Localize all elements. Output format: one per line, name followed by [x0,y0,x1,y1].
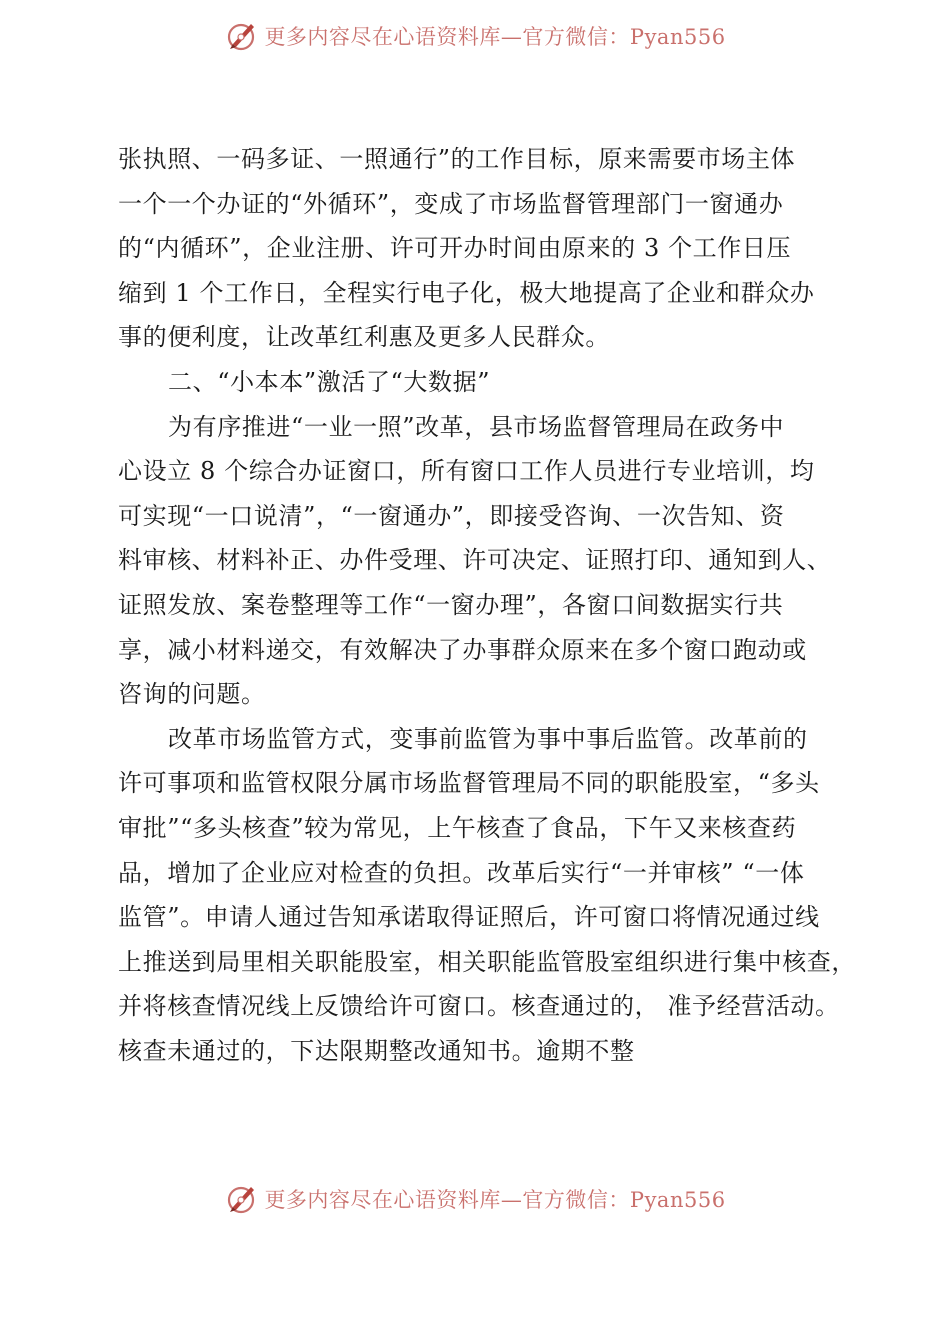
text-line: 并将核查情况线上反馈给许可窗口。核查通过的， 准予经营活动。 [118,992,840,1021]
heading-line: 二、“小本本”激活了“大数据” [168,367,491,396]
text-line: 证照发放、案卷整理等工作“一窗办理”，各窗口间数据实行共 [118,590,784,619]
header-banner [0,16,950,56]
text-line: 的“内循环”，企业注册、许可开办时间由原来的 3 个工作日压 [118,234,792,263]
text-line: 监管”。申请人通过告知承诺取得证照后，许可窗口将情况通过线 [118,903,820,932]
text-line: 许可事项和监管权限分属市场监督管理局不同的职能股室，“多头 [118,769,820,798]
text-line: 咨询的问题。 [118,680,266,709]
text-line: 品，增加了企业应对检查的负担。改革后实行“一并审核” “一体 [118,858,805,887]
paragraph-1 [118,137,838,360]
document-body [118,137,856,1073]
text-line: 为有序推进“一业一照”改革，县市场监督管理局在政务中 [168,412,785,441]
text-line: 事的便利度，让改革红利惠及更多人民群众。 [118,323,610,352]
text-line: 核查未通过的，下达限期整改通知书。逾期不整 [118,1036,635,1065]
text-line: 可实现“一口说清”，“一窗通办”，即接受咨询、一次告知、资 [118,501,785,530]
header-banner-text: 更多内容尽在心语资料库—官方微信：Pyan556 [264,25,726,49]
paragraph-3 [118,717,856,1074]
paragraph-2 [118,405,838,717]
footer-banner-text: 更多内容尽在心语资料库—官方微信：Pyan556 [264,1188,726,1212]
text-line: 料审核、材料补正、办件受理、许可决定、证照打印、通知到人、 [118,546,832,575]
text-line: 心设立 8 个综合办证窗口，所有窗口工作人员进行专业培训，均 [118,457,815,486]
text-line: 上推送到局里相关职能股室，相关职能监管股室组织进行集中核查， [118,947,856,976]
text-line: 张执照、一码多证、一照通行”的工作目标，原来需要市场主体 [118,145,796,173]
text-line: 改革市场监管方式，变事前监管为事中事后监管。改革前的 [168,724,808,753]
section-heading [118,360,838,405]
text-line: 缩到 1 个工作日，全程实行电子化，极大地提高了企业和群众办 [118,278,815,307]
pen-circle-logo-icon [224,1181,260,1217]
footer-banner [0,1179,950,1219]
text-line: 一个一个办证的“外循环”，变成了市场监督管理部门一窗通办 [118,189,784,218]
text-line: 享，减小材料递交，有效解决了办事群众原来在多个窗口跑动或 [118,635,807,664]
text-line: 审批”“多头核查”较为常见，上午核查了食品，下午又来核查药 [118,813,797,842]
pen-circle-logo-icon [224,18,260,54]
